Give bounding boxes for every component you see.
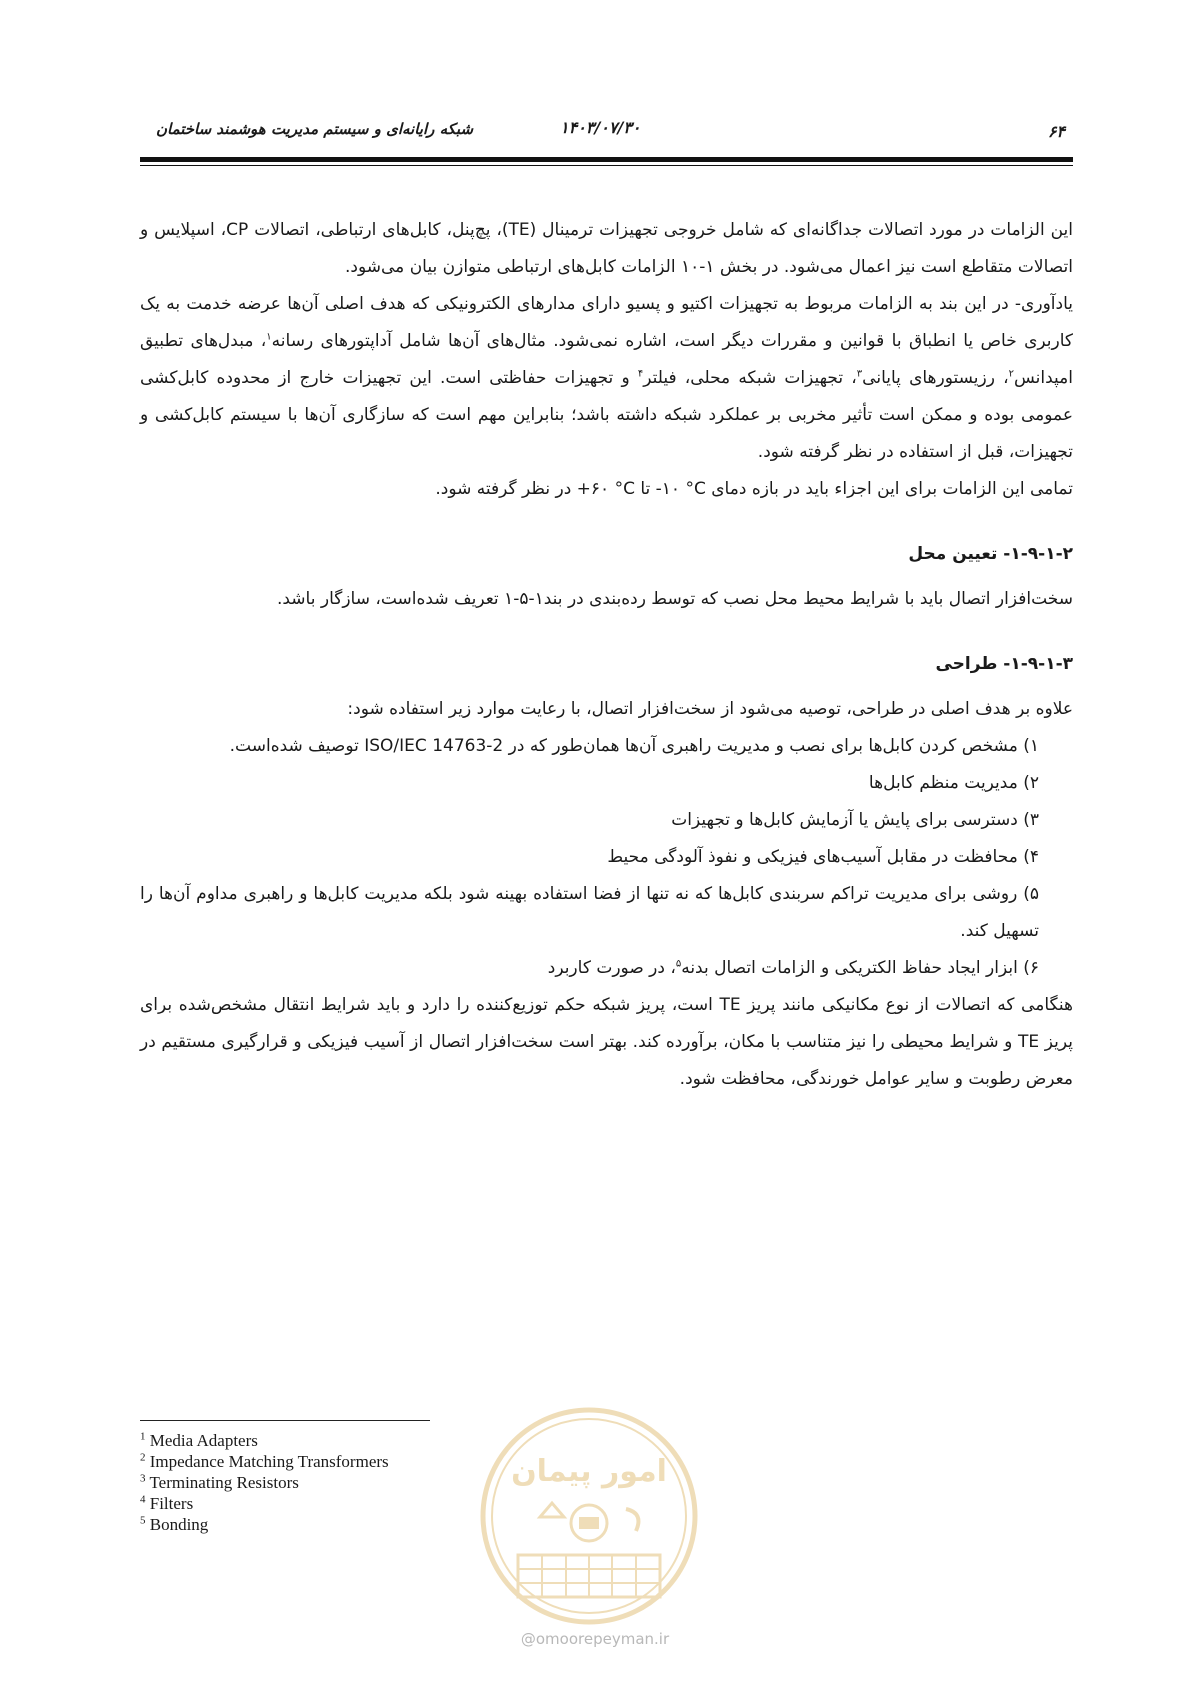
header-date: ۱۴۰۳/۰۷/۳۰ <box>560 118 641 137</box>
footnote-ref-1[interactable]: ۱ <box>266 331 272 343</box>
at-icon: @ <box>520 1630 536 1648</box>
list-item: ۲) مدیریت منظم کابل‌ها <box>868 773 1039 793</box>
footnote-ref-5[interactable]: ۵ <box>675 958 682 970</box>
watermark-url: @omoorepeyman.ir <box>520 1630 670 1648</box>
section-heading-design: ۱-۹-۱-۳- طراحی <box>935 654 1073 674</box>
footnote-separator <box>140 1420 430 1421</box>
svg-text:امور پیمان: امور پیمان <box>511 1454 667 1489</box>
intro-paragraph: این الزامات در مورد اتصالات جداگانه‌ای که شامل خروجی تجهیزات ترمینال (TE)، پچ‌پنل، کابل‌های ارتباطی، اتصالات CP، اسپلایس و اتصالات متقاطع است نیز اعمال می‌شود. در بخش ۱-۱۰ الزامات کابل‌های ارتباطی متوازن بیان می‌شود. <box>140 220 1073 277</box>
closing-paragraph: هنگامی که اتصالات از نوع مکانیکی مانند پریز TE است، پریز شبکه حکم توزیع‌کننده را دارد و باید شرایط انتقال مشخص‌شده برای پریز TE و شرایط محیطی را نیز متناسب با مکان، برآورده کند. بهتر است سخت‌افزار اتصال از آسیب فیزیکی و قرارگیری مستقیم در معرض رطوبت و سایر عوامل خورندگی، محافظت شود. <box>140 995 1074 1089</box>
header-rule-thin <box>140 165 1073 166</box>
footnote: $^3$ Terminating Resistors <box>140 1472 299 1492</box>
footnote-ref-4[interactable]: ۴ <box>637 368 644 380</box>
footnote: $^1$ Media Adapters <box>140 1430 258 1450</box>
footnote: $^4$ Filters <box>140 1493 194 1513</box>
temperature-paragraph: تمامی این الزامات برای این اجزاء باید در بازه دمای ‎-۱۰ °C‏ تا ‎+۶۰ °C‏ در نظر گرفته شود. <box>435 479 1073 499</box>
design-intro: علاوه بر هدف اصلی در طراحی، توصیه می‌شود از سخت‌افزار اتصال، با رعایت موارد زیر استفاده شود: <box>347 699 1073 719</box>
page-number: ۶۴ <box>1047 122 1065 141</box>
section-heading-location: ۱-۹-۱-۲- تعیین محل <box>908 544 1073 564</box>
footnote-ref-3[interactable]: ۳ <box>856 368 863 380</box>
note-paragraph: یادآوری- در این بند به الزامات مربوط به تجهیزات اکتیو و پسیو دارای مدارهای الکترونیکی که هدف اصلی آن‌ها عرضه خدمت به یک کاربری خاص یا انطباق با قوانین و مقررات دیگر است، اشاره نمی‌شود. مثال‌های آن‌ها شامل آداپتورهای رسانه$^۱$، مبدل‌های تطبیق امپدانس$^۲$، رزیستورهای پایانی$^۳$، تجهیزات شبکه محلی، فیلتر$^۴$ و تجهیزات حفاظتی است. این تجهیزات خارج از محدوده کابل‌کشی عمومی بوده و ممکن است تأثیر مخربی بر عملکرد شبکه داشته باشد؛ بنابراین مهم است که سازگاری آن‌ها با سیستم کابل‌کشی و تجهیزات، قبل از استفاده در نظر گرفته شود. <box>140 294 1073 462</box>
watermark-logo-icon <box>478 1405 700 1627</box>
main-content <box>140 212 1073 1098</box>
footnote: $^2$ Impedance Matching Transformers <box>140 1451 389 1471</box>
header-title: شبکه رایانه‌ای و سیستم مدیریت هوشمند ساختمان <box>156 120 474 138</box>
footnote: $^5$ Bonding <box>140 1514 209 1534</box>
page-header <box>140 112 1073 152</box>
list-item: ۶) ابزار ایجاد حفاظ الکتریکی و الزامات اتصال بدنه$^۵$، در صورت کاربرد <box>547 958 1039 978</box>
list-item: ۴) محافظت در مقابل آسیب‌های فیزیکی و نفوذ آلودگی محیط <box>607 847 1039 867</box>
list-item: ۱) مشخص کردن کابل‌ها برای نصب و مدیریت راهبری آن‌ها همان‌طور که در ISO/IEC 14763-2 توصیف شده‌است. <box>229 736 1039 756</box>
header-rule-thick <box>140 157 1073 162</box>
list-item: ۳) دسترسی برای پایش یا آزمایش کابل‌ها و تجهیزات <box>671 810 1039 830</box>
footnote-ref-2[interactable]: ۲ <box>1008 368 1014 380</box>
location-paragraph: سخت‌افزار اتصال باید با شرایط محیط محل نصب که توسط رده‌بندی در بند۱-۵-۱ تعریف شده‌است، سازگار باشد. <box>276 589 1073 609</box>
footnotes <box>140 1430 389 1535</box>
list-item: ۵) روشی برای مدیریت تراکم سربندی کابل‌ها که نه تنها از فضا استفاده بهینه شود بلکه مدیریت کابل‌ها و راهبری مداوم آن‌ها را تسهیل کند. <box>140 884 1039 941</box>
